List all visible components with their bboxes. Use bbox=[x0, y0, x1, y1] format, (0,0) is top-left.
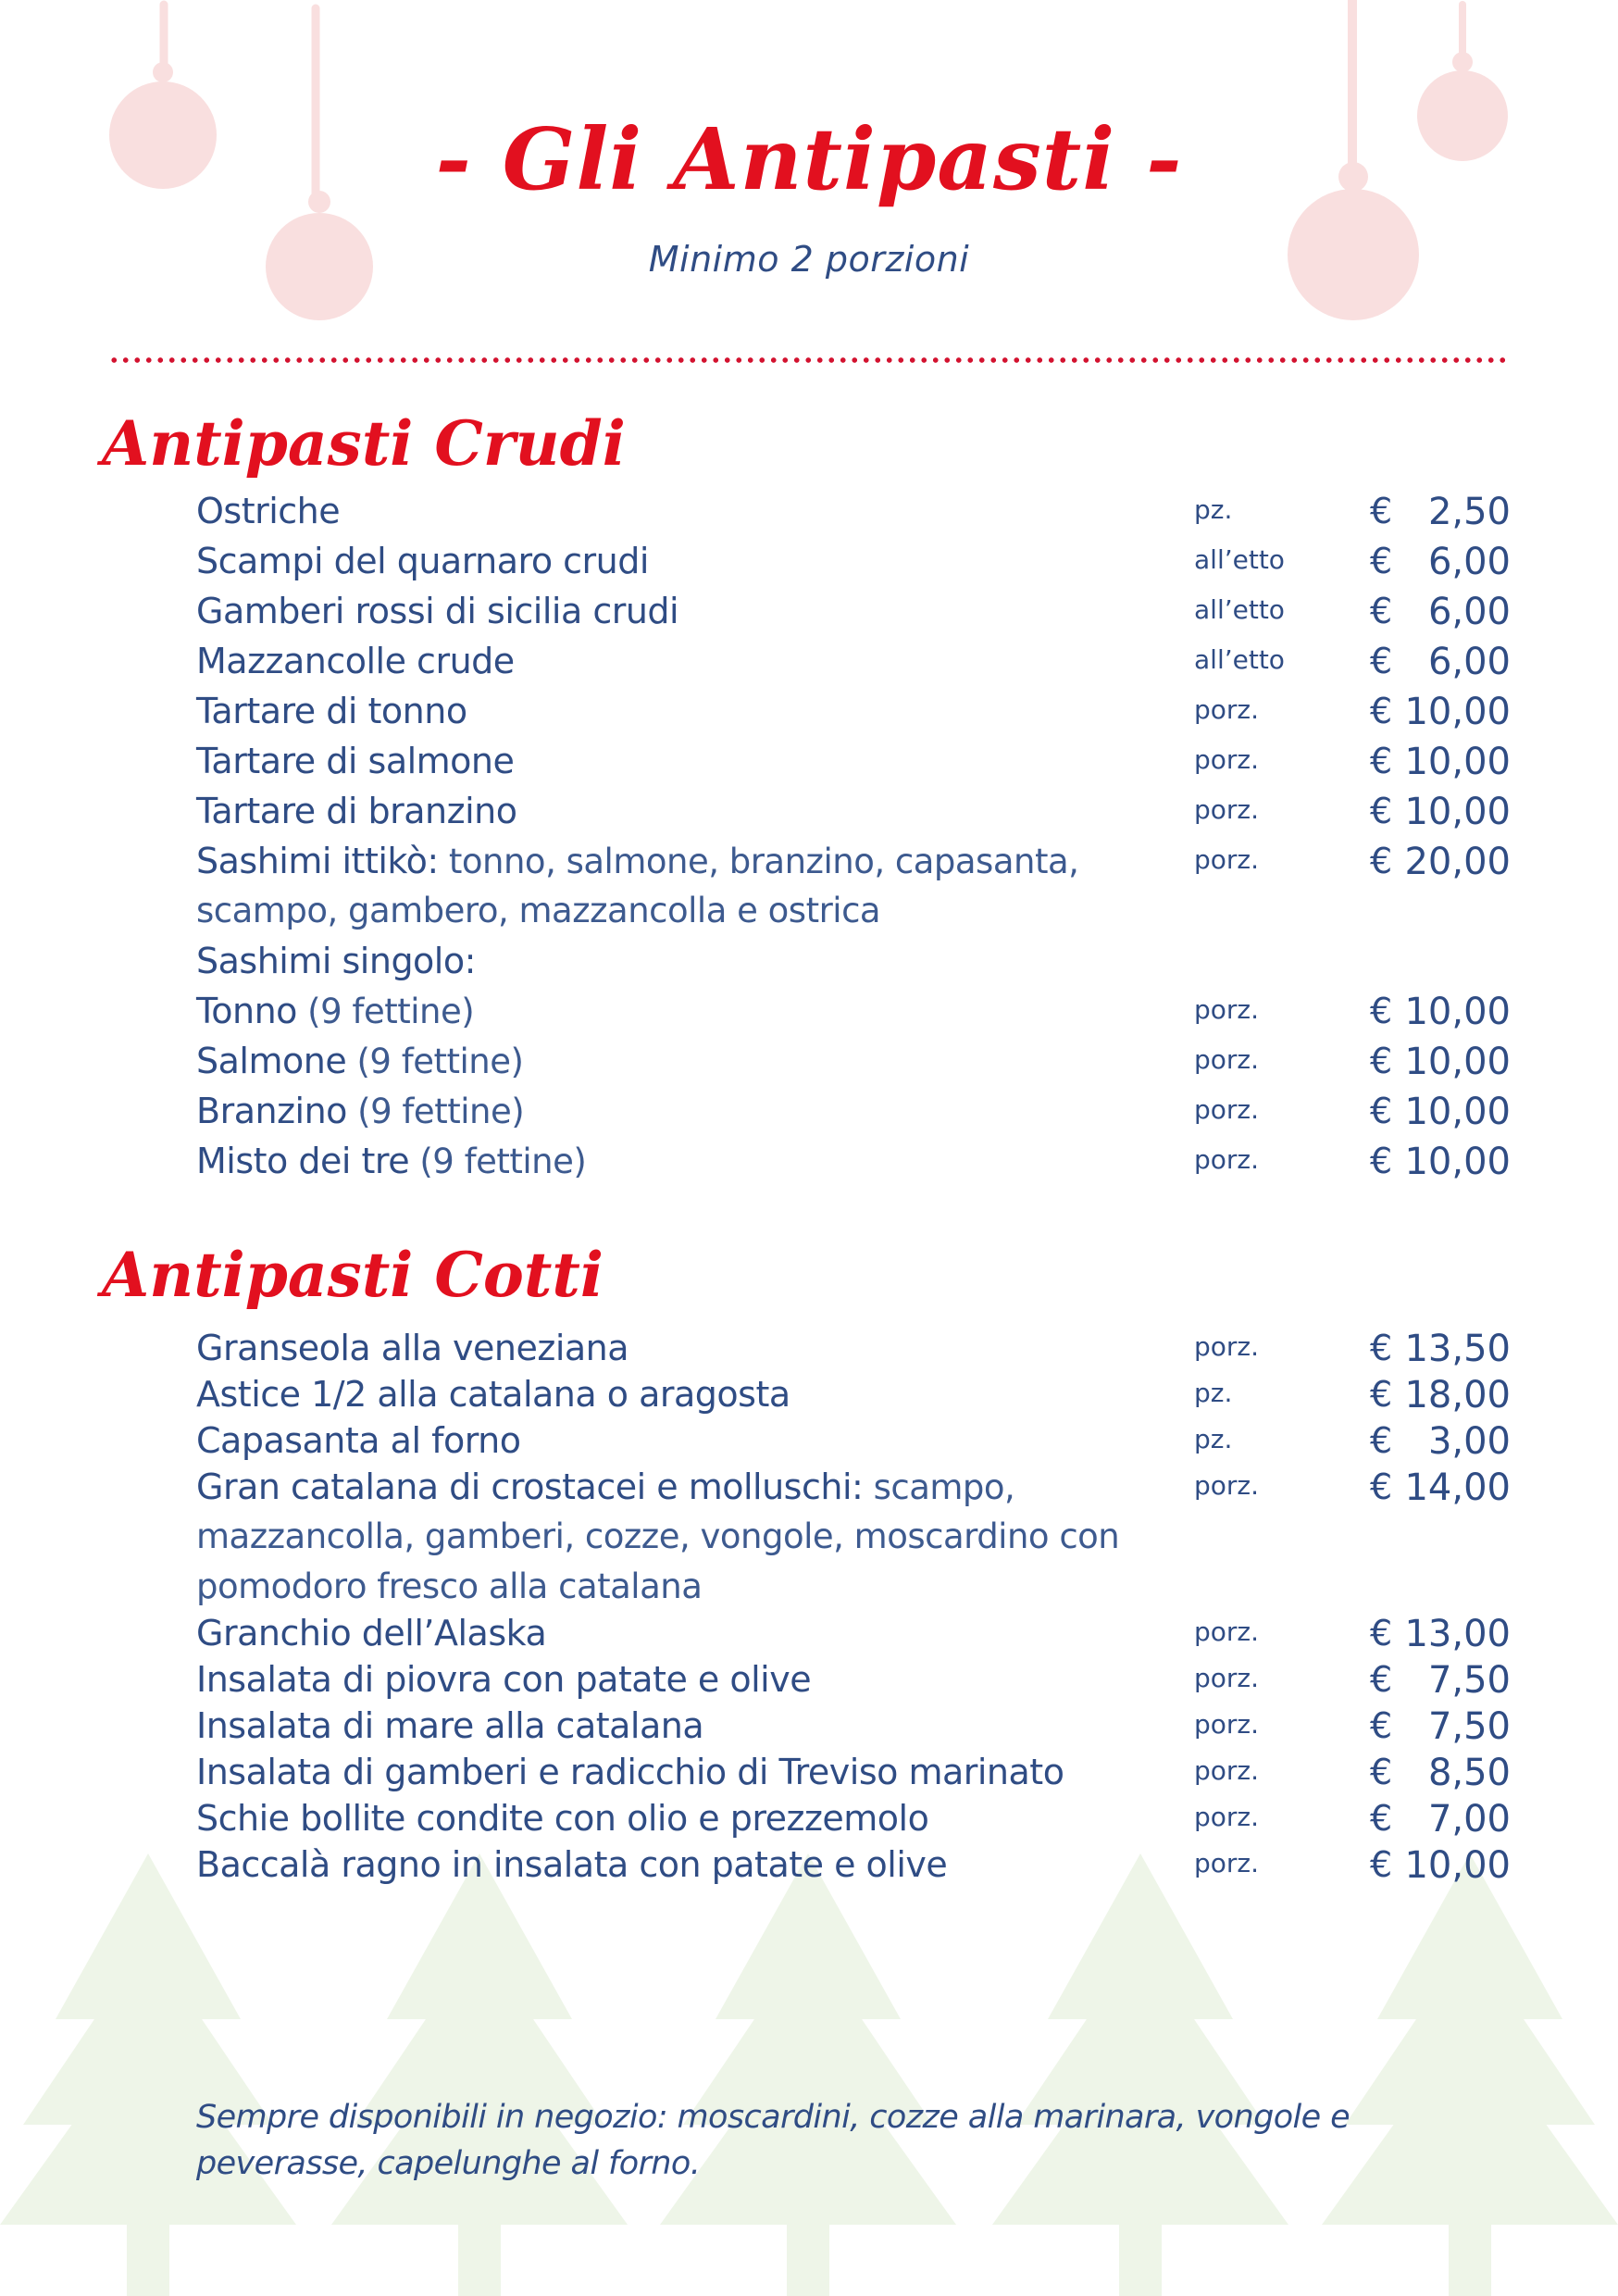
euro-icon: € bbox=[1370, 791, 1393, 831]
item-description: scampo, bbox=[863, 1467, 1015, 1507]
page-title: - Gli Antipasti - bbox=[435, 109, 1183, 209]
item-price: 10,00 bbox=[1404, 991, 1511, 1033]
item-unit: porz. bbox=[1194, 1848, 1260, 1878]
item-description: (9 fettine) bbox=[296, 992, 475, 1031]
item-price: 10,00 bbox=[1404, 691, 1511, 733]
item-unit: all’etto bbox=[1194, 544, 1285, 575]
euro-icon: € bbox=[1370, 1141, 1393, 1181]
menu-item bbox=[196, 641, 1511, 685]
item-unit: porz. bbox=[1194, 994, 1260, 1025]
item-name bbox=[196, 1041, 523, 1081]
dotted-divider bbox=[108, 357, 1506, 363]
menu-item bbox=[196, 991, 1511, 1035]
item-price: 10,00 bbox=[1404, 1844, 1511, 1887]
item-price: 6,00 bbox=[1427, 591, 1511, 633]
item-description-continued: mazzancolla, gamberi, cozze, vongole, moscardino con bbox=[196, 1516, 1120, 1556]
item-description: (9 fettine) bbox=[409, 1142, 587, 1181]
item-name: Baccalà ragno in insalata con patate e olive bbox=[196, 1844, 948, 1885]
item-unit: pz. bbox=[1194, 1378, 1233, 1408]
menu-item bbox=[196, 1420, 1511, 1465]
euro-icon: € bbox=[1370, 591, 1393, 631]
item-name: Granseola alla veneziana bbox=[196, 1328, 629, 1368]
item-price: 18,00 bbox=[1404, 1374, 1511, 1416]
menu-item bbox=[196, 841, 1511, 885]
item-unit: porz. bbox=[1194, 1616, 1260, 1647]
item-unit: porz. bbox=[1194, 794, 1260, 825]
menu-item bbox=[196, 1798, 1511, 1842]
item-name: Capasanta al forno bbox=[196, 1420, 521, 1461]
menu-item bbox=[196, 1613, 1511, 1657]
item-unit: porz. bbox=[1194, 694, 1260, 725]
euro-icon: € bbox=[1370, 1613, 1393, 1653]
item-price: 10,00 bbox=[1404, 791, 1511, 833]
item-name-main: Gran catalana di crostacei e molluschi: bbox=[196, 1466, 864, 1507]
item-unit: all’etto bbox=[1194, 644, 1285, 675]
item-price: 10,00 bbox=[1404, 741, 1511, 783]
item-unit: porz. bbox=[1194, 1755, 1260, 1786]
menu-item bbox=[196, 1466, 1511, 1511]
menu-item bbox=[196, 541, 1511, 585]
euro-icon: € bbox=[1370, 541, 1393, 581]
item-description-continued: scampo, gambero, mazzancolla e ostrica bbox=[196, 891, 881, 930]
item-name-main: Salmone bbox=[196, 1041, 347, 1081]
item-name: Astice 1/2 alla catalana o aragosta bbox=[196, 1374, 790, 1415]
euro-icon: € bbox=[1370, 1844, 1393, 1885]
item-unit: all’etto bbox=[1194, 594, 1285, 625]
euro-icon: € bbox=[1370, 1466, 1393, 1507]
item-unit: porz. bbox=[1194, 744, 1260, 775]
item-name: Insalata di mare alla catalana bbox=[196, 1705, 704, 1746]
item-name bbox=[196, 1141, 586, 1181]
item-description: tonno, salmone, branzino, capasanta, bbox=[438, 842, 1079, 881]
menu-item bbox=[196, 1844, 1511, 1889]
item-description: (9 fettine) bbox=[346, 1042, 524, 1081]
item-unit: porz. bbox=[1194, 1094, 1260, 1125]
item-price: 6,00 bbox=[1427, 541, 1511, 583]
menu-item bbox=[196, 1374, 1511, 1418]
item-price: 10,00 bbox=[1404, 1091, 1511, 1133]
item-name: Insalata di gamberi e radicchio di Treviso marinato bbox=[196, 1752, 1064, 1792]
item-price: 10,00 bbox=[1404, 1141, 1511, 1183]
item-name-main: Branzino bbox=[196, 1091, 347, 1131]
item-name-main: Tonno bbox=[196, 991, 297, 1031]
euro-icon: € bbox=[1370, 691, 1393, 731]
item-unit: porz. bbox=[1194, 1331, 1260, 1362]
item-price: 7,50 bbox=[1427, 1659, 1511, 1702]
menu-item bbox=[196, 1705, 1511, 1750]
item-name: Sashimi singolo: bbox=[196, 941, 476, 981]
menu-item bbox=[196, 1041, 1511, 1085]
item-unit: porz. bbox=[1194, 1709, 1260, 1740]
item-price: 10,00 bbox=[1404, 1041, 1511, 1083]
item-price: 20,00 bbox=[1404, 841, 1511, 883]
item-price: 14,00 bbox=[1404, 1466, 1511, 1509]
euro-icon: € bbox=[1370, 1041, 1393, 1081]
item-name bbox=[196, 991, 474, 1031]
item-price: 7,50 bbox=[1427, 1705, 1511, 1748]
menu-item bbox=[196, 1752, 1511, 1796]
item-price: 3,00 bbox=[1427, 1420, 1511, 1463]
item-price: 13,50 bbox=[1404, 1328, 1511, 1370]
euro-icon: € bbox=[1370, 991, 1393, 1031]
item-unit: porz. bbox=[1194, 1044, 1260, 1075]
item-unit: porz. bbox=[1194, 1144, 1260, 1175]
item-name-main: Sashimi ittikò: bbox=[196, 841, 439, 881]
item-unit: porz. bbox=[1194, 1470, 1260, 1501]
euro-icon: € bbox=[1370, 841, 1393, 881]
item-name-main: Misto dei tre bbox=[196, 1141, 410, 1181]
item-name: Gamberi rossi di sicilia crudi bbox=[196, 591, 679, 631]
euro-icon: € bbox=[1370, 1752, 1393, 1792]
item-price: 8,50 bbox=[1427, 1752, 1511, 1794]
euro-icon: € bbox=[1370, 1091, 1393, 1131]
euro-icon: € bbox=[1370, 1659, 1393, 1700]
item-description-continued: pomodoro fresco alla catalana bbox=[196, 1566, 703, 1606]
item-name: Schie bollite condite con olio e prezzemolo bbox=[196, 1798, 929, 1839]
euro-icon: € bbox=[1370, 1798, 1393, 1839]
euro-icon: € bbox=[1370, 741, 1393, 781]
item-price: 2,50 bbox=[1427, 491, 1511, 533]
item-name: Mazzancolle crude bbox=[196, 641, 515, 681]
item-unit: porz. bbox=[1194, 844, 1260, 875]
menu-item bbox=[196, 1328, 1511, 1372]
euro-icon: € bbox=[1370, 1420, 1393, 1461]
item-unit: pz. bbox=[1194, 1424, 1233, 1454]
item-unit: porz. bbox=[1194, 1802, 1260, 1832]
item-price: 6,00 bbox=[1427, 641, 1511, 683]
euro-icon: € bbox=[1370, 1328, 1393, 1368]
item-name: Scampi del quarnaro crudi bbox=[196, 541, 649, 581]
item-price: 7,00 bbox=[1427, 1798, 1511, 1841]
item-unit: pz. bbox=[1194, 494, 1233, 525]
menu-item bbox=[196, 1659, 1511, 1703]
item-name: Tartare di tonno bbox=[196, 691, 467, 731]
euro-icon: € bbox=[1370, 641, 1393, 681]
euro-icon: € bbox=[1370, 1374, 1393, 1415]
menu-subheading bbox=[196, 941, 1511, 985]
menu-item bbox=[196, 691, 1511, 735]
euro-icon: € bbox=[1370, 1705, 1393, 1746]
menu-item bbox=[196, 491, 1511, 535]
menu-item bbox=[196, 1091, 1511, 1135]
item-description: (9 fettine) bbox=[346, 1092, 525, 1131]
item-name bbox=[196, 1091, 524, 1131]
section-title-crudi: Antipasti Crudi bbox=[102, 407, 626, 480]
menu-item bbox=[196, 791, 1511, 835]
page-subtitle: Minimo 2 porzioni bbox=[648, 239, 970, 280]
euro-icon: € bbox=[1370, 491, 1393, 531]
item-name bbox=[196, 1466, 1014, 1507]
item-name: Ostriche bbox=[196, 491, 341, 531]
item-name: Insalata di piovra con patate e olive bbox=[196, 1659, 812, 1700]
item-price: 13,00 bbox=[1404, 1613, 1511, 1655]
menu-item bbox=[196, 591, 1511, 635]
item-unit: porz. bbox=[1194, 1663, 1260, 1693]
menu-item bbox=[196, 1141, 1511, 1185]
item-name: Granchio dell’Alaska bbox=[196, 1613, 547, 1653]
item-name: Tartare di branzino bbox=[196, 791, 517, 831]
item-name: Tartare di salmone bbox=[196, 741, 515, 781]
section-title-cotti: Antipasti Cotti bbox=[102, 1239, 604, 1311]
item-name bbox=[196, 841, 1078, 881]
menu-item bbox=[196, 741, 1511, 785]
footer-note: Sempre disponibili in negozio: moscardini, cozze alla marinara, vongole e peverasse, capelunghe al forno. bbox=[196, 2099, 1350, 2182]
